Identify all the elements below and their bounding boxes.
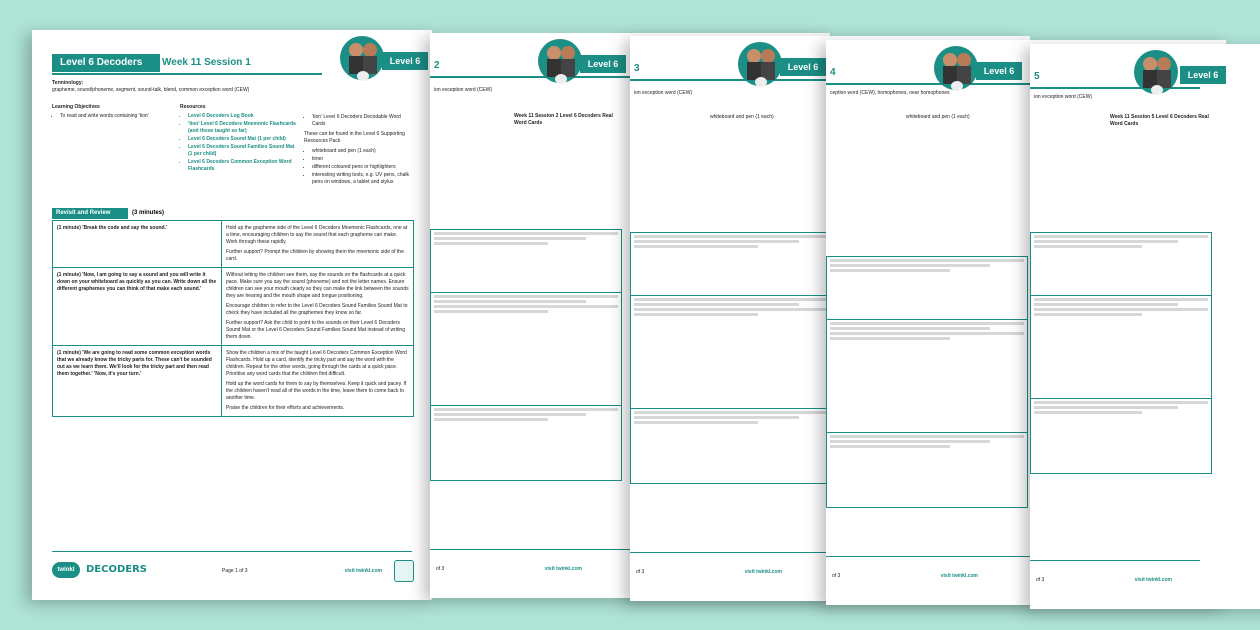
revisit-review-table [52, 220, 414, 417]
activity-table [630, 232, 838, 484]
row-prompt: (1 minute) 'Break the code and say the sound.' [53, 221, 222, 268]
session-number: 2 [434, 60, 440, 71]
instruction-text: Hold up the grapheme side of the Level 6 Decoders Mnemonic Flashcards, one at a time, encouraging children to say the sound that each grapheme can make. Work through these rapidly. [226, 225, 408, 245]
decoders-logo: DECODERS [86, 564, 148, 575]
instruction-text: Hold up the word cards for them to say by themselves. Keep it quick and pacey. If the children haven't read all of the words in the time, leave them to come back to another time. [226, 381, 407, 401]
resource-item: • whiteboard and pen (1 each) [312, 148, 414, 155]
learning-objectives [52, 104, 182, 121]
resource-item: • timer [312, 156, 414, 163]
terminology-section [52, 80, 352, 94]
table-row [53, 221, 414, 268]
header-divider [52, 73, 322, 75]
instruction-text: Without letting the children see them, say the sounds on the flashcards at a quick pace. Make sure you say the sound (phoneme) and not the letter names. Ensure children can see your mouth clearly so they can make the link between the sounds they are hearing and the mouth shape and tongue positioning. [226, 272, 409, 299]
activity-table [1030, 232, 1212, 474]
visit-link[interactable]: visit twinkl.com [544, 566, 582, 572]
terminology-text: grapheme, sound/phoneme, segment, sound-talk, blend, common exception word (CEW) [52, 87, 250, 93]
worksheet-page-1 [32, 30, 432, 600]
level-tag: Level 6 [580, 55, 626, 73]
resource-item: • interesting writing tools, e.g. UV pens, chalk pens on windows, a tablet and stylus [312, 172, 414, 186]
revisit-duration: (3 minutes) [132, 210, 165, 216]
page-number: of 3 [832, 573, 841, 579]
instruction-text: Encourage children to refer to the Level 6 Decoders Sound Families Sound Mat to check they have included all the graphemes they know so far. [226, 303, 408, 316]
objective-item: • To read and write words containing 'tion' [60, 113, 182, 120]
level-tag: Level 6 [780, 58, 826, 76]
resource-item[interactable]: • Level 6 Decoders Sound Families Sound Mat (1 per child) [188, 144, 300, 158]
terminology-text: ion exception word (CEW) [1034, 94, 1093, 100]
row-instructions [222, 346, 414, 417]
row-prompt: (1 minute) 'We are going to read some common exception words that we already know the tricky parts for. These can't be sounded out as we learn them. We'll look for the tricky part and then read them together.' 'Now, it's your turn.' [53, 346, 222, 417]
page-number: of 3 [636, 569, 645, 575]
table-row [53, 268, 414, 346]
activity-table [430, 229, 622, 481]
session-number: 3 [634, 63, 640, 74]
level-tag: Level 6 [382, 52, 428, 70]
instruction-text: Further support? Prompt the children by showing them the mnemonic side of the card. [226, 249, 404, 262]
table-row [53, 346, 414, 417]
level-tag: Level 6 [1180, 66, 1226, 84]
instruction-text: Show the children a mix of the taught Level 6 Decoders Common Exception Word Flashcards. Hold up a card, identify the tricky part and say the word with the children. Repeat for the other words, going through the cards at a quick pace. Prioritise any word cards that the children find difficult. [226, 350, 407, 377]
session-number: 5 [1034, 71, 1040, 82]
terminology-text: ion exception word (CEW) [434, 87, 493, 93]
resource-item[interactable]: • Level 6 Decoders Sound Mat (1 per child) [188, 136, 300, 143]
session-number: 4 [830, 67, 836, 78]
revisit-review-heading: Revisit and Review [52, 208, 128, 219]
visit-link[interactable]: visit twinkl.com [940, 573, 978, 579]
visit-link[interactable]: visit twinkl.com [744, 569, 782, 575]
resource-item[interactable]: Week 11 Session 5 Level 6 Decoders Real Word Cards [1110, 114, 1209, 127]
page-number: of 3 [436, 566, 445, 572]
visit-link[interactable]: visit twinkl.com [1134, 577, 1172, 583]
twinkl-logo: twinkl [52, 562, 80, 578]
resource-item: whiteboard and pen (1 each) [906, 114, 970, 120]
activity-table [826, 256, 1028, 508]
row-prompt: (1 minute) 'Now, I am going to say a sound and you will write it down on your whiteboard as quickly as you can. Write down all the different graphemes you can think of that make each sound.' [53, 268, 222, 346]
footer-divider [52, 551, 412, 552]
instruction-text: Further support? Ask the child to point to the sounds on their Level 6 Decoders Sound Mat or the Level 6 Decoders Sound Families Sound Mat instead of writing them down. [226, 320, 405, 340]
resource-item: whiteboard and pen (1 each) [710, 114, 774, 120]
resources-list-right [304, 112, 414, 187]
footer-divider [1030, 560, 1200, 561]
row-instructions [222, 221, 414, 268]
visit-link[interactable]: visit twinkl.com [344, 568, 382, 574]
resource-item: • different coloured pens or highlighters [312, 164, 414, 171]
terminology-text: ion exception word (CEW) [634, 90, 693, 96]
instruction-text: Praise the children for their efforts and achievements. [226, 405, 345, 411]
page-number: of 3 [1036, 577, 1045, 583]
resource-item[interactable]: • 'tion' Level 6 Decoders Mnemonic Flashcards (and those taught so far) [188, 121, 300, 135]
week-session-label: Week 11 Session 1 [162, 57, 251, 68]
resource-item[interactable]: • Level 6 Decoders Log Book [188, 113, 300, 120]
objectives-label: Learning Objectives [52, 104, 100, 110]
resource-item[interactable]: Week 11 Session 2 Level 6 Decoders Real Word Cards [514, 113, 613, 126]
resources-found-note: These can be found in the Level 6 Supporting Resources Pack [304, 131, 405, 144]
resource-item[interactable]: • Level 6 Decoders Common Exception Word Flashcards [188, 159, 300, 173]
page-number: Page 1 of 3 [222, 568, 248, 574]
resource-item[interactable]: • 'tion' Level 6 Decoders Decodable Word Cards [312, 114, 414, 128]
resources-label: Resources [180, 104, 206, 110]
worksheet-page-5 [1030, 44, 1260, 609]
resources-list [180, 104, 300, 174]
row-instructions [222, 268, 414, 346]
page-title: Level 6 Decoders [52, 54, 160, 72]
terminology-label: Terminology: [52, 80, 84, 86]
level-tag: Level 6 [976, 62, 1022, 80]
quality-badge-icon [394, 560, 414, 582]
terminology-text: ception word (CEW), homophones, near homophones [830, 90, 950, 96]
